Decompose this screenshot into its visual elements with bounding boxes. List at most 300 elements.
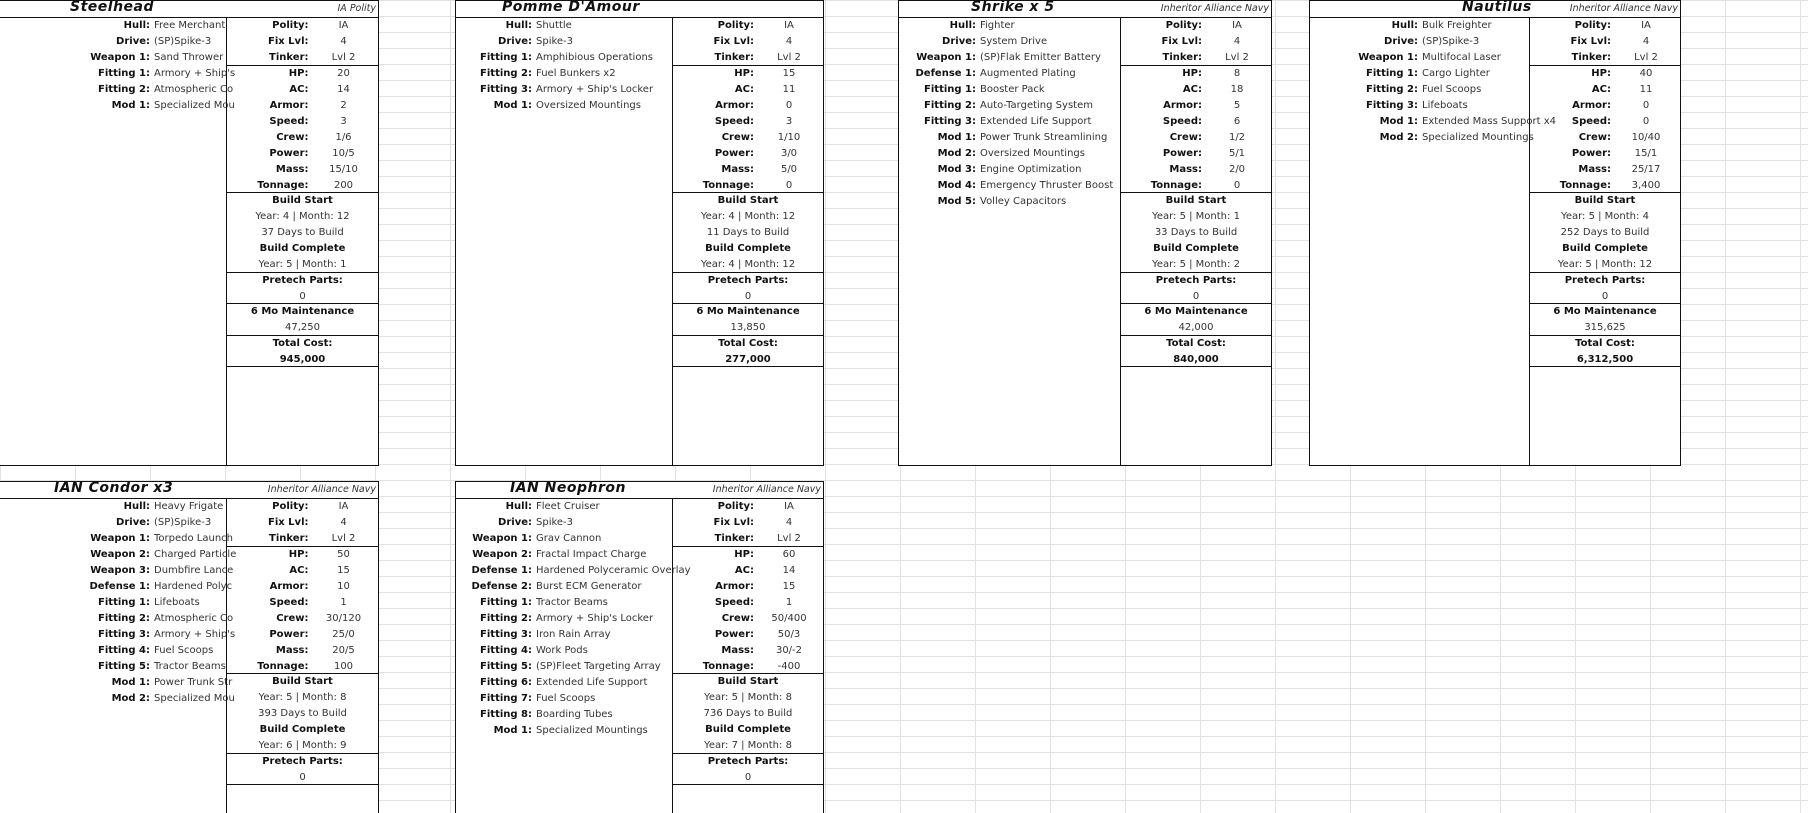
loadout-row [456, 643, 672, 659]
field-label: Weapon 1: [472, 533, 532, 544]
field-label: Defense 1: [471, 565, 532, 576]
build-start-label: Build Start [717, 676, 779, 687]
field-value: Booster Pack [980, 84, 1045, 95]
build-complete-label: Build Complete [259, 724, 346, 735]
card-header [899, 1, 1271, 18]
stat-row [1121, 66, 1271, 82]
field-label: Fitting 2: [98, 84, 150, 95]
stat-row [673, 50, 823, 66]
loadout-row [899, 34, 1120, 50]
field-value: Shuttle [536, 20, 572, 31]
field-label: Hull: [505, 501, 532, 512]
field-label: Fitting 8: [480, 709, 532, 720]
loadout-row [899, 18, 1120, 34]
field-label: Polity: [1165, 20, 1202, 31]
field-label: HP: [288, 548, 309, 560]
loadout-row [899, 130, 1120, 146]
stat-row [673, 547, 823, 563]
loadout-row [456, 66, 672, 82]
build-complete-label: Build Complete [705, 724, 791, 735]
stat-row [1530, 66, 1680, 82]
maintenance-label: 6 Mo Maintenance [1144, 306, 1248, 317]
field-value: (SP)Flak Emitter Battery [980, 52, 1101, 63]
loadout-row [456, 659, 672, 675]
field-value: Armory + Ship's [154, 68, 236, 79]
stat-row [1121, 34, 1271, 50]
stats-column [226, 18, 378, 465]
loadout-row [1310, 66, 1529, 82]
field-label: Weapon 1: [90, 533, 150, 544]
field-value: Lvl 2 [777, 533, 801, 544]
field-value: Fuel Bunkers x2 [536, 68, 616, 79]
field-label: Polity: [272, 20, 309, 31]
stat-row [1530, 50, 1680, 66]
field-label: Weapon 1: [90, 52, 150, 63]
stat-row [673, 595, 823, 611]
loadout-row [456, 98, 672, 114]
field-value: 4 [785, 517, 793, 528]
loadout-row [0, 563, 234, 579]
stat-row [1530, 146, 1680, 162]
field-value: 1/2 [1228, 131, 1246, 143]
total-cost-label: Total Cost: [1575, 337, 1635, 349]
stats-column [672, 18, 823, 465]
field-value: 1/6 [335, 131, 352, 143]
field-label: Tinker: [714, 52, 754, 63]
field-label: Fix Lvl: [267, 36, 309, 47]
loadout-row [0, 659, 226, 675]
stat-row [673, 18, 823, 34]
field-label: Tinker: [269, 533, 309, 544]
field-value: 1 [340, 596, 347, 608]
field-value: 10 [337, 580, 350, 592]
loadout-row [456, 627, 672, 643]
loadout-row [0, 547, 237, 563]
field-value: 30/120 [325, 612, 362, 624]
loadout-row [456, 34, 672, 50]
maintenance-value: 315,625 [1530, 320, 1680, 336]
field-value: 40 [1639, 67, 1653, 79]
pretech-label: Pretech Parts: [1155, 274, 1237, 286]
stat-row [1121, 18, 1271, 34]
maintenance-value: 13,850 [673, 320, 823, 336]
field-value: Power Trunk Str [154, 677, 233, 688]
field-label: Mass: [275, 163, 309, 175]
field-value: Oversized Mountings [536, 100, 641, 111]
stat-row [1530, 18, 1680, 34]
ship-name: IAN Neophron [510, 480, 626, 496]
field-value: 4 [340, 517, 347, 528]
field-value: Iron Rain Array [536, 629, 611, 640]
total-cost-value: 277,000 [673, 352, 823, 368]
card-header [1310, 1, 1680, 18]
field-label: Tinker: [1162, 52, 1202, 63]
field-label: Drive: [498, 36, 532, 47]
card-header [0, 1, 378, 18]
field-label: Armor: [715, 99, 754, 111]
stat-row [673, 146, 823, 162]
loadout-row [456, 547, 672, 563]
field-value: 0 [1642, 115, 1650, 127]
field-label: Power: [714, 147, 754, 159]
loadout-row [899, 50, 1120, 66]
field-label: Fitting 3: [480, 629, 532, 640]
field-label: Drive: [1384, 36, 1418, 47]
field-label: Tonnage: [257, 660, 309, 672]
field-label: Fitting 4: [98, 645, 150, 656]
field-value: Spike-3 [536, 517, 574, 528]
field-label: Fitting 2: [480, 68, 532, 79]
field-label: Speed: [269, 596, 309, 608]
field-label: Crew: [276, 131, 309, 143]
ship-card-ian-neophron [455, 481, 824, 813]
field-label: Hull: [949, 20, 976, 31]
stat-row [1121, 98, 1271, 114]
field-label: Speed: [714, 596, 754, 608]
build-days: 37 Days to Build [261, 227, 344, 238]
loadout-row [1310, 34, 1529, 50]
stat-row [1530, 114, 1680, 130]
loadout-row [456, 499, 672, 515]
loadout-column [456, 499, 691, 813]
build-start-label: Build Start [272, 676, 333, 687]
field-label: Hull: [1391, 20, 1418, 31]
field-value: 5 [1233, 99, 1241, 111]
stat-row [1530, 162, 1680, 178]
field-label: Drive: [116, 517, 150, 528]
field-value: (SP)Spike-3 [154, 36, 212, 47]
maintenance-label: 6 Mo Maintenance [696, 306, 800, 317]
loadout-row [0, 691, 235, 707]
loadout-row [1310, 82, 1529, 98]
stat-row [1530, 82, 1680, 98]
loadout-row [0, 66, 236, 82]
loadout-row [899, 146, 1120, 162]
loadout-row [899, 194, 1120, 210]
loadout-column [0, 499, 237, 813]
field-value: 60 [782, 548, 796, 560]
field-value: Specialized Mountings [1422, 132, 1534, 143]
loadout-row [0, 611, 234, 627]
stat-row [1530, 178, 1680, 194]
field-label: Armor: [1163, 99, 1202, 111]
field-label: Tinker: [714, 533, 754, 544]
ship-card-steelhead [0, 0, 379, 466]
field-value: Fuel Scoops [536, 693, 596, 704]
field-label: HP: [734, 67, 754, 79]
build-complete-label: Build Complete [1562, 243, 1648, 254]
field-value: IA [784, 20, 794, 31]
loadout-row [899, 162, 1120, 178]
field-value: (SP)Spike-3 [1422, 36, 1480, 47]
field-label: Mod 5: [937, 196, 976, 207]
field-label: Mod 1: [493, 100, 532, 111]
field-value: IA [784, 501, 794, 512]
field-label: Fitting 4: [480, 645, 532, 656]
total-cost-value: 6,312,500 [1530, 352, 1680, 368]
stat-row [227, 82, 378, 98]
field-label: Mass: [721, 644, 754, 656]
loadout-row [0, 499, 226, 515]
field-label: Fitting 2: [1366, 84, 1418, 95]
build-complete-value: Year: 6 | Month: 9 [227, 738, 378, 754]
stat-row [673, 98, 823, 114]
field-value: Cargo Lighter [1422, 68, 1490, 79]
ship-card-shrike [898, 0, 1272, 466]
ship-card-nautilus [1309, 0, 1681, 466]
field-value: Extended Mass Support x4 [1422, 116, 1557, 127]
stat-row [1121, 178, 1271, 194]
field-label: Tonnage: [1559, 179, 1611, 191]
field-value: 0 [785, 179, 793, 191]
field-value: 3 [785, 115, 793, 127]
stats-column [1529, 18, 1680, 465]
field-label: Fitting 1: [480, 52, 532, 63]
build-start-label: Build Start [1574, 195, 1636, 206]
field-label: Weapon 2: [472, 549, 532, 560]
field-value: (SP)Spike-3 [154, 517, 212, 528]
field-value: 5/0 [780, 163, 798, 175]
field-value: Work Pods [536, 645, 588, 656]
build-complete-value: Year: 5 | Month: 2 [1121, 257, 1271, 273]
pretech-value: 0 [227, 770, 378, 786]
stat-row [227, 66, 378, 82]
field-value: Emergency Thruster Boost [980, 180, 1114, 191]
field-value: 4 [1642, 36, 1650, 47]
field-value: 100 [333, 660, 354, 672]
field-value: Atmospheric Co [154, 84, 234, 95]
ship-name: Steelhead [70, 0, 154, 15]
field-value: Lvl 2 [331, 533, 356, 544]
stat-row [227, 643, 378, 659]
field-label: Fitting 5: [480, 661, 532, 672]
loadout-row [0, 531, 233, 547]
build-start-value: Year: 5 | Month: 4 [1561, 211, 1649, 222]
loadout-row [456, 707, 672, 723]
loadout-row [0, 34, 226, 50]
field-label: AC: [734, 83, 754, 95]
loadout-row [899, 82, 1120, 98]
stat-row [673, 531, 823, 547]
loadout-row [1310, 18, 1529, 34]
field-label: Crew: [721, 612, 754, 624]
field-label: Drive: [942, 36, 976, 47]
field-value: Dumbfire Lance [154, 565, 234, 576]
field-value: Heavy Frigate [154, 501, 224, 512]
stat-row [673, 563, 823, 579]
field-value: 15/1 [1634, 147, 1658, 159]
build-complete-value: Year: 4 | Month: 12 [673, 257, 823, 273]
field-value: 15 [337, 564, 350, 576]
field-value: 0 [785, 99, 793, 111]
stat-row [673, 114, 823, 130]
loadout-row [0, 627, 236, 643]
field-value: Fighter [980, 20, 1015, 31]
field-label: Polity: [1574, 20, 1611, 31]
field-label: Defense 2: [471, 581, 532, 592]
field-value: 20 [337, 67, 350, 79]
field-label: Weapon 3: [90, 565, 150, 576]
field-value: Armory + Ship's Locker [536, 613, 654, 624]
field-label: Fitting 5: [98, 661, 150, 672]
build-start-value: Year: 4 | Month: 12 [255, 211, 350, 222]
stat-row [1121, 162, 1271, 178]
field-label: Mass: [721, 163, 754, 175]
stat-row [673, 659, 823, 675]
field-label: Fix Lvl: [713, 36, 754, 47]
field-value: 2/0 [1228, 163, 1246, 175]
field-value: 25/17 [1631, 163, 1661, 175]
stat-row [227, 18, 378, 34]
loadout-row [0, 18, 226, 34]
loadout-column [456, 18, 672, 465]
field-label: Mod 1: [1379, 116, 1418, 127]
field-label: Power: [269, 628, 309, 640]
field-value: 10/40 [1631, 131, 1661, 143]
loadout-row [899, 178, 1120, 194]
field-label: Armor: [269, 580, 309, 592]
stat-row [227, 611, 378, 627]
ship-name: Nautilus [1462, 0, 1532, 15]
loadout-row [0, 98, 235, 114]
field-value: 20/5 [332, 644, 355, 656]
pretech-label: Pretech Parts: [262, 274, 343, 286]
field-value: Boarding Tubes [536, 709, 613, 720]
field-label: Mass: [275, 644, 309, 656]
stat-row [1121, 50, 1271, 66]
stats-column [672, 499, 823, 813]
field-label: Mod 1: [111, 677, 150, 688]
pretech-value: 0 [1121, 289, 1271, 305]
field-value: 50/3 [777, 628, 801, 640]
field-label: Hull: [123, 501, 150, 512]
field-label: Armor: [1572, 99, 1611, 111]
field-label: Fitting 7: [480, 693, 532, 704]
field-value: Hardened Polyceramic Overlay [536, 565, 691, 576]
field-value: 25/0 [332, 628, 355, 640]
field-label: Fitting 1: [1366, 68, 1418, 79]
field-value: Extended Life Support [980, 116, 1092, 127]
field-value: 11 [782, 83, 796, 95]
maintenance-value: 47,250 [227, 320, 378, 336]
field-label: Power: [1162, 147, 1202, 159]
field-value: 0 [1642, 99, 1650, 111]
field-label: Fitting 1: [924, 84, 976, 95]
stat-row [227, 178, 378, 194]
stat-row [227, 659, 378, 675]
stat-row [1530, 130, 1680, 146]
field-value: 4 [340, 36, 347, 47]
field-value: 4 [1233, 36, 1241, 47]
field-label: Drive: [116, 36, 150, 47]
stat-row [227, 50, 378, 66]
field-value: IA [1641, 20, 1651, 31]
stat-row [673, 515, 823, 531]
field-value: 1/10 [777, 131, 801, 143]
field-label: Tonnage: [702, 179, 754, 191]
field-value: 50 [337, 548, 350, 560]
field-value: Sand Thrower [154, 52, 224, 63]
stat-row [673, 611, 823, 627]
field-value: Amphibious Operations [536, 52, 653, 63]
field-label: Mod 2: [937, 148, 976, 159]
build-days: 33 Days to Build [1154, 227, 1238, 238]
field-value: 3 [340, 115, 347, 127]
loadout-row [899, 114, 1120, 130]
field-label: Mod 1: [937, 132, 976, 143]
faction-label: Inheritor Alliance Navy [1569, 3, 1678, 14]
faction-label: Inheritor Alliance Navy [712, 484, 821, 495]
field-value: Lifeboats [154, 597, 200, 608]
field-label: Weapon 2: [90, 549, 150, 560]
build-complete-value: Year: 5 | Month: 1 [227, 257, 378, 273]
build-days: 393 Days to Build [258, 708, 347, 719]
field-label: Polity: [717, 501, 754, 512]
field-label: Crew: [721, 131, 754, 143]
loadout-row [1310, 130, 1534, 146]
field-label: Mod 2: [111, 693, 150, 704]
field-value: 3,400 [1631, 179, 1661, 191]
stat-row [673, 178, 823, 194]
ship-card-ian-condor [0, 481, 379, 813]
field-value: Multifocal Laser [1422, 52, 1501, 63]
field-label: Armor: [715, 580, 754, 592]
field-label: Speed: [269, 115, 309, 127]
field-label: Hull: [505, 20, 532, 31]
field-label: AC: [289, 564, 309, 576]
stat-row [1530, 98, 1680, 114]
stat-row [227, 515, 378, 531]
build-complete-label: Build Complete [1153, 243, 1239, 254]
field-label: Fitting 3: [924, 116, 976, 127]
loadout-row [1310, 50, 1529, 66]
field-label: Polity: [717, 20, 754, 31]
loadout-column [1310, 18, 1557, 465]
stat-row [227, 579, 378, 595]
stat-row [1530, 34, 1680, 50]
field-label: HP: [288, 67, 309, 79]
build-days: 252 Days to Build [1560, 227, 1650, 238]
field-label: Speed: [1571, 115, 1611, 127]
loadout-row [456, 723, 672, 739]
field-value: Oversized Mountings [980, 148, 1085, 159]
pretech-value: 0 [1530, 289, 1680, 305]
stat-row [673, 34, 823, 50]
build-start-label: Build Start [1165, 195, 1227, 206]
total-cost-value: 945,000 [227, 352, 378, 368]
field-value: 11 [1639, 83, 1653, 95]
field-label: Mod 1: [493, 725, 532, 736]
stat-row [227, 531, 378, 547]
build-start-label: Build Start [717, 195, 779, 206]
field-value: 14 [337, 83, 350, 95]
field-value: Atmospheric Co [154, 613, 234, 624]
field-label: Mod 1: [111, 100, 150, 111]
field-label: HP: [1182, 67, 1202, 79]
field-label: Tonnage: [257, 179, 309, 191]
loadout-row [456, 579, 672, 595]
field-label: Defense 1: [915, 68, 976, 79]
ship-card-pomme-damour [455, 0, 824, 466]
field-label: Fix Lvl: [267, 517, 309, 528]
stat-row [673, 627, 823, 643]
field-value: 18 [1230, 83, 1244, 95]
loadout-row [899, 66, 1120, 82]
field-value: -400 [777, 660, 801, 672]
field-value: 15 [782, 67, 796, 79]
stat-row [1121, 130, 1271, 146]
loadout-row [0, 82, 234, 98]
